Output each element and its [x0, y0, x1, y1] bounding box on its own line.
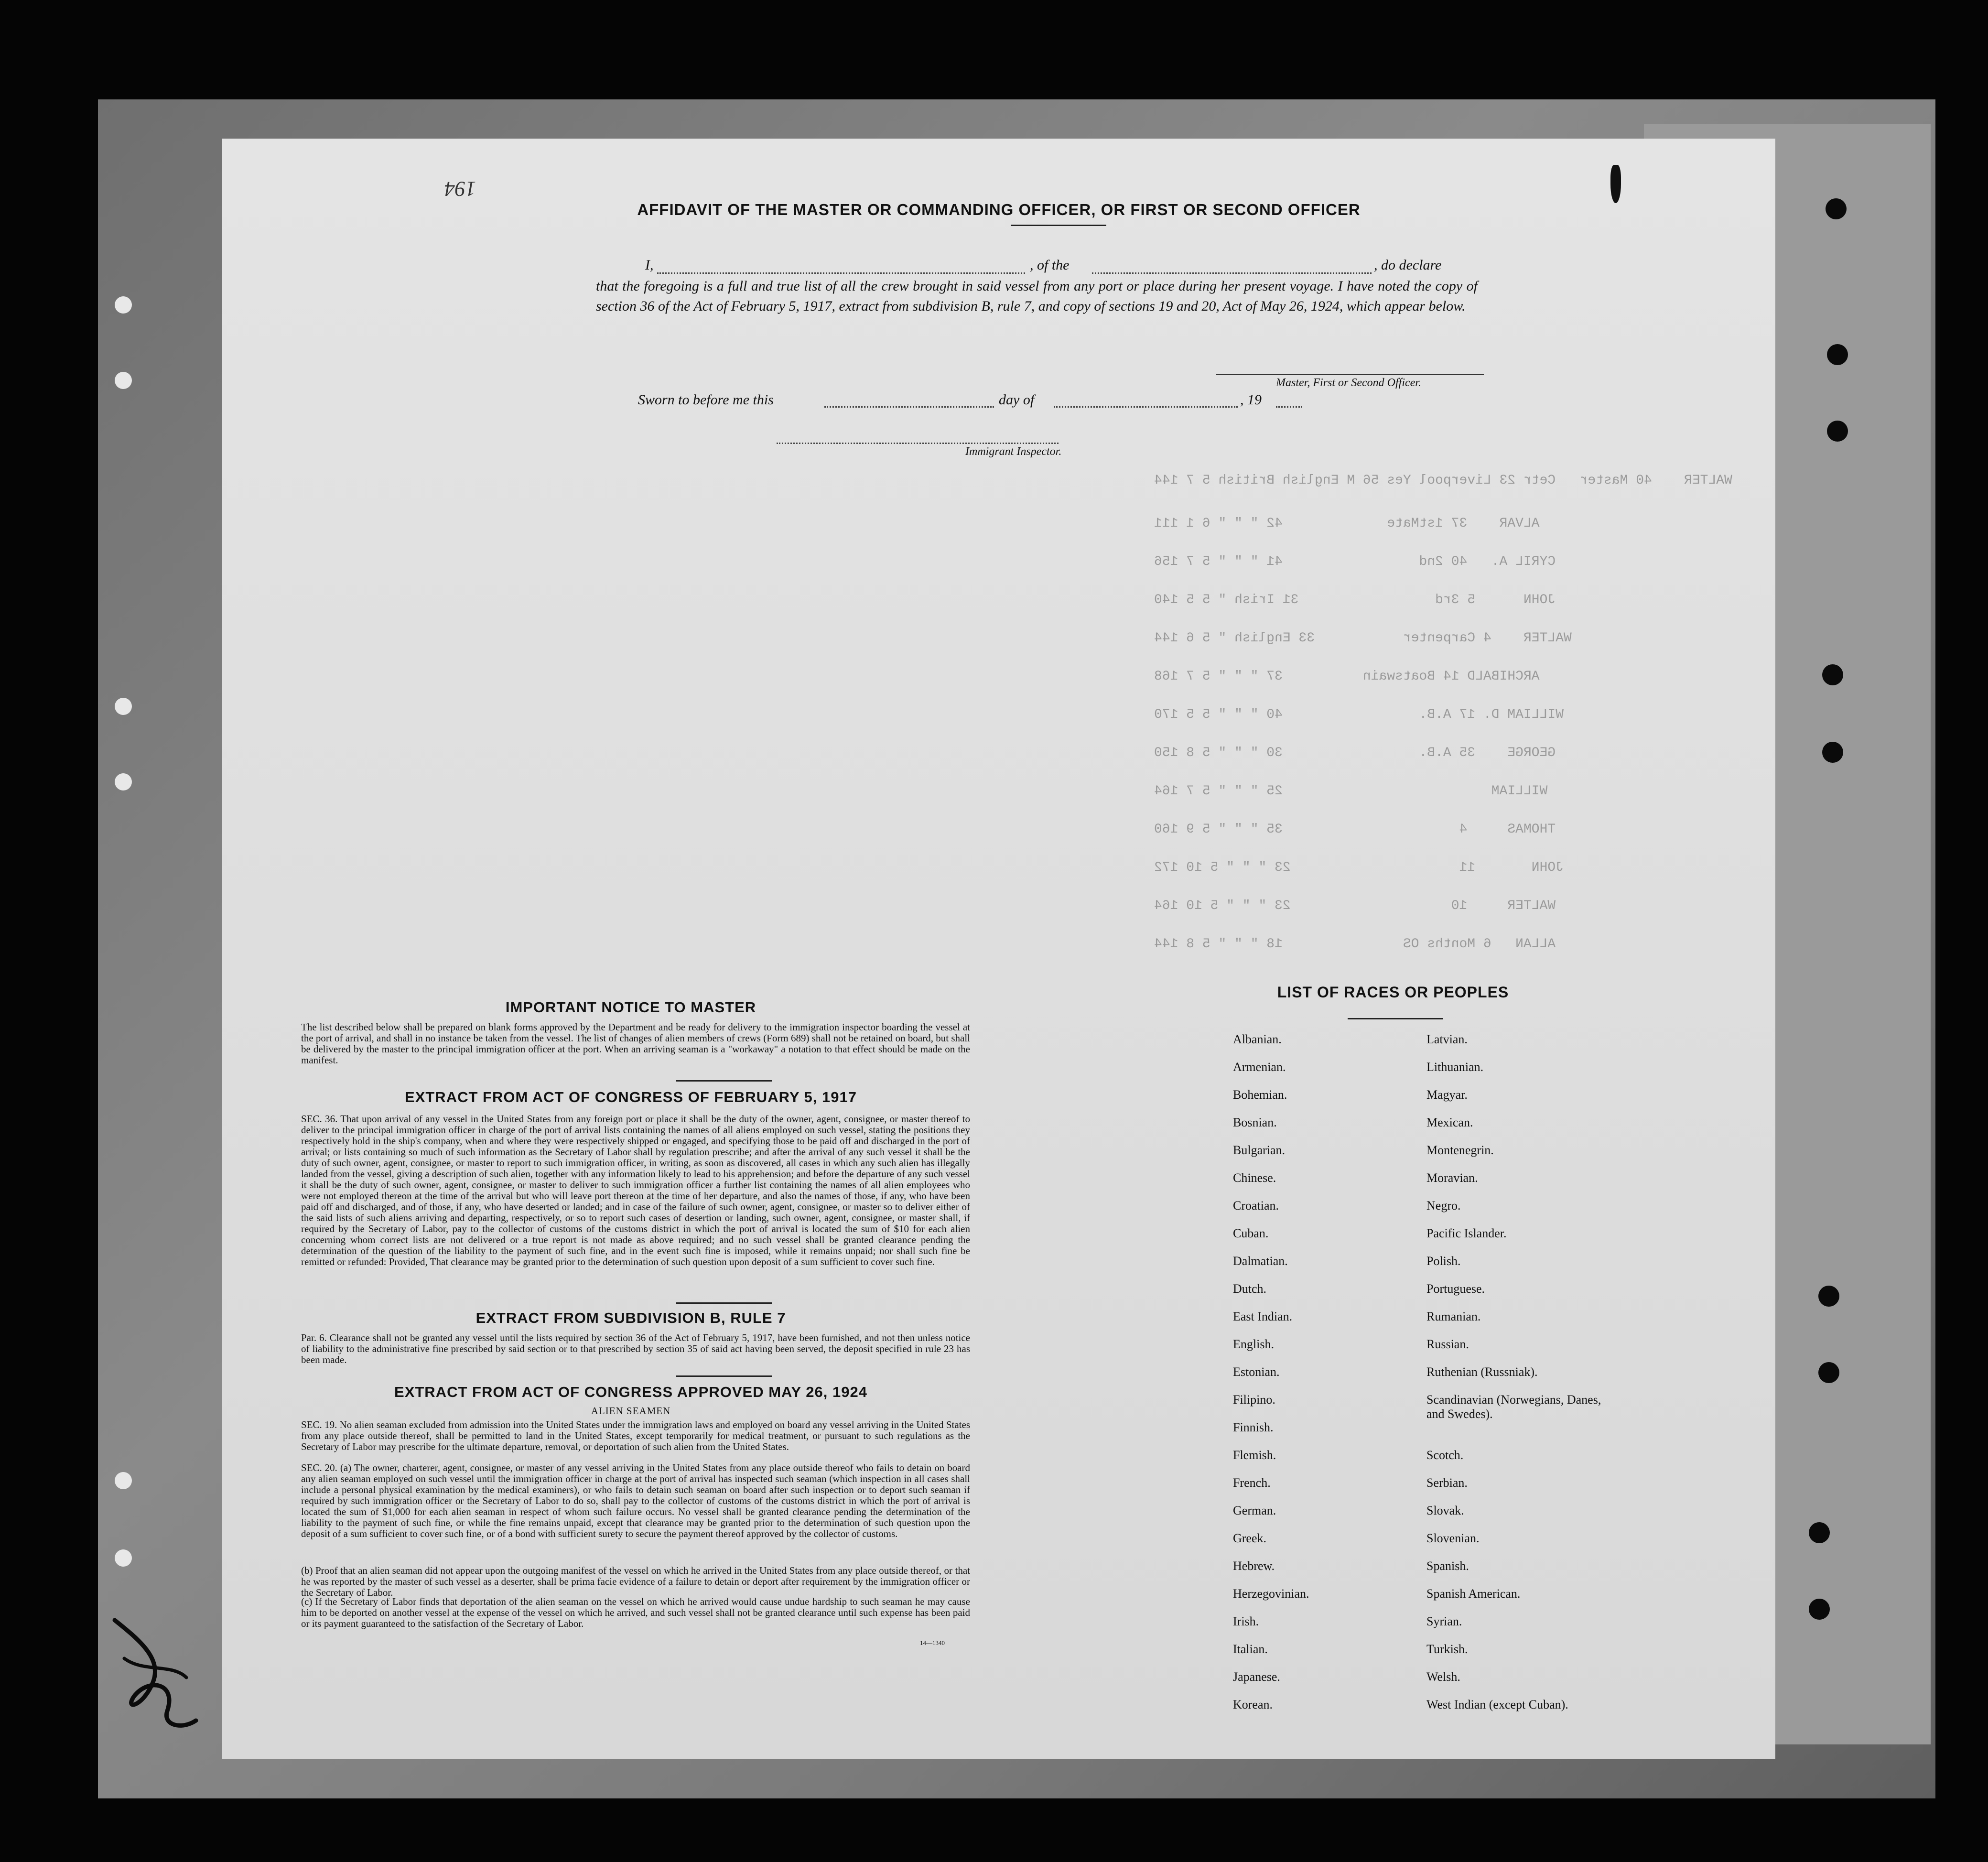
extract-1924-sec20a: SEC. 20. (a) The owner, charterer, agent, consignee, or master of any vessel arriving in the United States from any place outside thereof who fails to detain on board any alien seaman employed on such vessel until the immigration officer in charge at the port of arrival has inspected such seaman (which inspection in all cases shall include a personal physical examination by the medical examiners), or who fails to detain such seaman on board after such inspection or to deport such seaman if required by such immigration officer or the Secretary of Labor to do so, shall pay to the collector of customs of the customs district in which the port of arrival is located the sum of $1,000 for each alien seaman in respect of whom such failure occurs. No vessel shall be granted clearance pending the determination of the liability to the payment of such fine, or while the fine remains unpaid, except that clearance may be granted prior to the determination of such question upon the deposit of a sum sufficient to cover such fine, or of a bond with sufficient surety to secure the payment thereof approved by the collector of customs. — [301, 1462, 970, 1539]
show-through-text: WALTER 10 23 " " " 5 10 164 — [1154, 899, 1556, 913]
race-item: Filipino. — [1233, 1393, 1275, 1407]
race-item: Welsh. — [1426, 1670, 1460, 1684]
binder-hole — [115, 372, 132, 389]
race-item: Polish. — [1426, 1254, 1461, 1268]
race-item: Korean. — [1233, 1698, 1273, 1711]
race-item: French. — [1233, 1476, 1271, 1490]
binder-hole — [1822, 664, 1843, 685]
manifest-page — [222, 139, 1775, 1759]
show-through-text: ARCHIBALD 14 Boatswain 37 " " " 5 7 168 — [1154, 669, 1540, 684]
race-item: Cuban. — [1233, 1226, 1269, 1240]
race-item: Dutch. — [1233, 1282, 1267, 1296]
race-item: Hebrew. — [1233, 1559, 1275, 1573]
race-item: Mexican. — [1426, 1115, 1473, 1129]
declaration-of: , of the — [1030, 257, 1070, 273]
notice-text: The list described below shall be prepared on blank forms approved by the Department and be ready for delivery to the immigration inspector boarding the vessel at the port of arrival, and shall in no instance be taken from the vessel. The list of changes of alien members of crews (Form 689) shall not be retained on board, but shall be delivered by the master to the principal immigration officer at the port. When an arriving seaman is a "workaway" a notation to that effect should be made on the manifest. — [301, 1021, 970, 1066]
binder-hole — [1809, 1522, 1830, 1543]
race-item: Bulgarian. — [1233, 1143, 1286, 1157]
binder-hole — [1818, 1286, 1839, 1307]
binder-hole — [115, 773, 132, 790]
extract-1924-sec20b: (b) Proof that an alien seaman did not appear upon the outgoing manifest of the vessel on which he arrived in the United States from any place outside thereof, or that he was reported by the master of such vessel as a deserter, shall be prima facie evidence of a failure to detain or deport after requirement by the immigration officer or the Secretary of Labor. — [301, 1565, 970, 1598]
show-through-text: CYRIL A. 40 2nd 41 " " " 5 7 156 — [1154, 554, 1556, 569]
race-item: Chinese. — [1233, 1171, 1276, 1185]
race-item: Italian. — [1233, 1642, 1268, 1656]
race-item: Croatian. — [1233, 1199, 1279, 1212]
race-item: Slovenian. — [1426, 1531, 1480, 1545]
race-item: Rumanian. — [1426, 1310, 1481, 1323]
section-rule — [676, 1080, 772, 1082]
race-item: Negro. — [1426, 1199, 1461, 1212]
show-through-text: WALTER 4 Carpenter 33 English " 5 6 144 — [1154, 631, 1572, 646]
race-item: Turkish. — [1426, 1642, 1468, 1656]
notice-title: IMPORTANT NOTICE TO MASTER — [505, 999, 756, 1016]
race-item: Scotch. — [1426, 1448, 1464, 1462]
binder-hole — [1826, 198, 1847, 219]
race-item: Magyar. — [1426, 1088, 1468, 1102]
binder-hole — [115, 698, 132, 715]
binder-hole — [1827, 344, 1848, 365]
race-item: Flemish. — [1233, 1448, 1276, 1462]
sworn-day-label: day of — [999, 392, 1035, 408]
race-item: English. — [1233, 1337, 1274, 1351]
section-rule — [676, 1375, 772, 1377]
race-item: Syrian. — [1426, 1614, 1462, 1628]
race-item: Portuguese. — [1426, 1282, 1485, 1296]
inspector-label: Immigrant Inspector. — [965, 445, 1062, 458]
declaration-i: I, — [645, 257, 654, 273]
race-item: Armenian. — [1233, 1060, 1286, 1074]
extract-1924-sec20c: (c) If the Secretary of Labor finds that deportation of the alien seaman on the vessel on which he arrived would cause undue hardship to such seaman he may cause him to be deported on another vessel at the expense of the vessel on which he arrived, and such vessel shall not be granted clearance until such expense has been paid or its payment guaranteed to the satisfaction of the Secretary of Labor. — [301, 1596, 970, 1629]
races-title: LIST OF RACES OR PEOPLES — [1277, 984, 1509, 1001]
race-item: Montenegrin. — [1426, 1143, 1494, 1157]
race-item: Albanian. — [1233, 1032, 1282, 1046]
section-rule — [676, 1302, 772, 1304]
race-item: Irish. — [1233, 1614, 1259, 1628]
race-item: Japanese. — [1233, 1670, 1280, 1684]
extract-1924-sec19: SEC. 19. No alien seaman excluded from admission into the United States under the immigration laws and employed on board any vessel arriving in the United States from any place outside thereof, shall be permitted to land in the United States, except temporarily for medical treatment, or pursuant to such regulations as the Secretary of Labor may prescribe for the ultimate departure, removal, or deportation of such alien from the United States. — [301, 1419, 970, 1452]
title-rule — [1011, 225, 1106, 226]
show-through-text: GEORGE 35 A.B. 30 " " " 5 8 150 — [1154, 746, 1556, 760]
race-item: West Indian (except Cuban). — [1426, 1698, 1568, 1711]
extract-1924-subtitle: ALIEN SEAMEN — [591, 1405, 671, 1417]
race-item: Greek. — [1233, 1531, 1267, 1545]
race-item: Estonian. — [1233, 1365, 1280, 1379]
extract-1917-text: SEC. 36. That upon arrival of any vessel in the United States from any foreign port or place it shall be the duty of the owner, agent, consignee, or master thereof to deliver to the principal immigration officer in charge of the port of arrival lists containing the names of all aliens employed on such vessel, stating the positions they respectively hold in the ship's company, when and where they were respectively shipped or engaged, and specifying those to be paid off and discharged in the port of arrival; or lists containing so much of such information as the Secretary of Labor shall by regulation prescribe; and after the arrival of any such vessel it shall be the duty of such owner, agent, consignee, or master to report to such immigration officer, in writing, as soon as discovered, all cases in which any such alien has illegally landed from the vessel, giving a description of such alien, together with any information likely to lead to his apprehension; and before the departure of any such vessel it shall be the duty of such owner, agent, consignee, or master to deliver to such immigration officer a further list containing the names of all alien employees who were not employed thereon at the time of the arrival but who will leave port thereon at the time of her departure, and also the names of those, if any, who have been paid off and discharged, and of those, if any, who have deserted or landed; and in case of the failure of such owner, agent, consignee, or master so to deliver either of the said lists of such aliens arriving and departing, respectively, or so to report such cases of desertion or landing, such owner, agent, consignee, or master shall, if required by the Secretary of Labor, pay to the collector of customs of the customs district in which the port of arrival is located the sum of $10 for each alien concerning whom correct lists are not delivered or a true report is not made as above required; and no such vessel shall be granted clearance pending the determination of the question of the liability to the payment of such fine, and in the event such fine is imposed, while it remains unpaid; nor shall such fine be remitted or refunded: Provided, That clearance may be granted prior to the determination of such question upon deposit of a sum sufficient to cover such fine. — [301, 1113, 970, 1267]
race-item: Herzegovinian. — [1233, 1587, 1309, 1601]
vessel-blank[interactable] — [1092, 272, 1372, 274]
race-item: Dalmatian. — [1233, 1254, 1288, 1268]
race-item: Serbian. — [1426, 1476, 1468, 1490]
race-item: Slovak. — [1426, 1504, 1464, 1517]
pen-scribble-icon — [96, 1601, 220, 1744]
races-rule — [1348, 1018, 1443, 1019]
show-through-text: ALLAN 6 Months OS 18 " " " 5 8 144 — [1154, 937, 1556, 952]
extract-rule7-text: Par. 6. Clearance shall not be granted any vessel until the lists required by section 36 of the Act of February 5, 1917, have been furnished, and not then unless notice of liability to the administrative fine prescribed by said section or to that prescribed by section 35 of said act having been served, the deposit specified in rule 23 has been made. — [301, 1332, 970, 1365]
race-item: Spanish American. — [1426, 1587, 1521, 1601]
signature-line[interactable] — [1216, 374, 1484, 375]
race-item: Ruthenian (Russniak). — [1426, 1365, 1538, 1379]
show-through-text: JOHN 5 3rd 31 Irish " 5 5 140 — [1154, 593, 1556, 607]
binder-hole — [115, 1472, 132, 1489]
sworn-year: , 19 — [1240, 392, 1262, 408]
show-through-text: ALVAR 37 1stMate 42 " " " 6 1 111 — [1154, 516, 1540, 531]
declaration-end: , do declare — [1374, 257, 1442, 273]
show-through-text: WILLIAM D. 17 A.B. 40 " " " 5 5 170 — [1154, 707, 1564, 722]
race-item: Scandinavian (Norwegians, Danes, and Swedes). — [1426, 1393, 1601, 1421]
ink-blot — [1610, 165, 1621, 203]
declaration-body: that the foregoing is a full and true list of all the crew brought in said vessel from any port or place during her present voyage. I have noted the copy of section 36 of the Act of February 5, 1917, extract from subdivision B, rule 7, and copy of sections 19 and 20, Act of May 26, 1924, which appear below. — [596, 278, 1478, 314]
extract-rule7-title: EXTRACT FROM SUBDIVISION B, RULE 7 — [475, 1310, 786, 1326]
race-item: Latvian. — [1426, 1032, 1468, 1046]
race-item: Bosnian. — [1233, 1115, 1277, 1129]
sworn-text: Sworn to before me this — [638, 392, 774, 408]
show-through-text: WILLIAM 25 " " " 5 7 164 — [1154, 784, 1548, 799]
race-item: Bohemian. — [1233, 1088, 1287, 1102]
race-item: Moravian. — [1426, 1171, 1478, 1185]
name-blank[interactable] — [657, 272, 1025, 274]
sworn-year-blank[interactable] — [1276, 406, 1302, 408]
race-item: Pacific Islander. — [1426, 1226, 1507, 1240]
race-item: Russian. — [1426, 1337, 1469, 1351]
extract-1917-title: EXTRACT FROM ACT OF CONGRESS OF FEBRUARY 5, 1917 — [405, 1089, 857, 1105]
show-through-text: JOHN 11 23 " " " 5 10 172 — [1154, 860, 1564, 875]
sworn-day-blank[interactable] — [824, 406, 994, 408]
show-through-text: WALTER 40 Master Cetr 23 Liverpool Yes 56 M English British 5 7 144 — [1154, 473, 1732, 488]
binder-hole — [1822, 742, 1843, 763]
binder-hole — [1809, 1599, 1830, 1620]
extract-1924-title: EXTRACT FROM ACT OF CONGRESS APPROVED MAY 26, 1924 — [394, 1384, 867, 1400]
inspector-signature-line[interactable] — [777, 443, 1059, 444]
binder-hole — [115, 296, 132, 314]
binder-hole — [1827, 421, 1848, 442]
show-through-text: THOMAS 4 35 " " " 5 9 160 — [1154, 822, 1556, 837]
form-number: 14—1340 — [920, 1639, 945, 1646]
race-item: East Indian. — [1233, 1310, 1293, 1323]
page-number: 194 — [444, 177, 476, 201]
race-item: Lithuanian. — [1426, 1060, 1484, 1074]
race-item: Finnish. — [1233, 1420, 1274, 1434]
race-item: Spanish. — [1426, 1559, 1469, 1573]
binder-hole — [115, 1549, 132, 1567]
sworn-month-blank[interactable] — [1054, 406, 1238, 408]
signature-label: Master, First or Second Officer. — [1276, 377, 1421, 389]
binder-hole — [1818, 1362, 1839, 1383]
affidavit-title: AFFIDAVIT OF THE MASTER OR COMMANDING OFFICER, OR FIRST OR SECOND OFFICER — [637, 201, 1361, 218]
race-item: German. — [1233, 1504, 1276, 1517]
